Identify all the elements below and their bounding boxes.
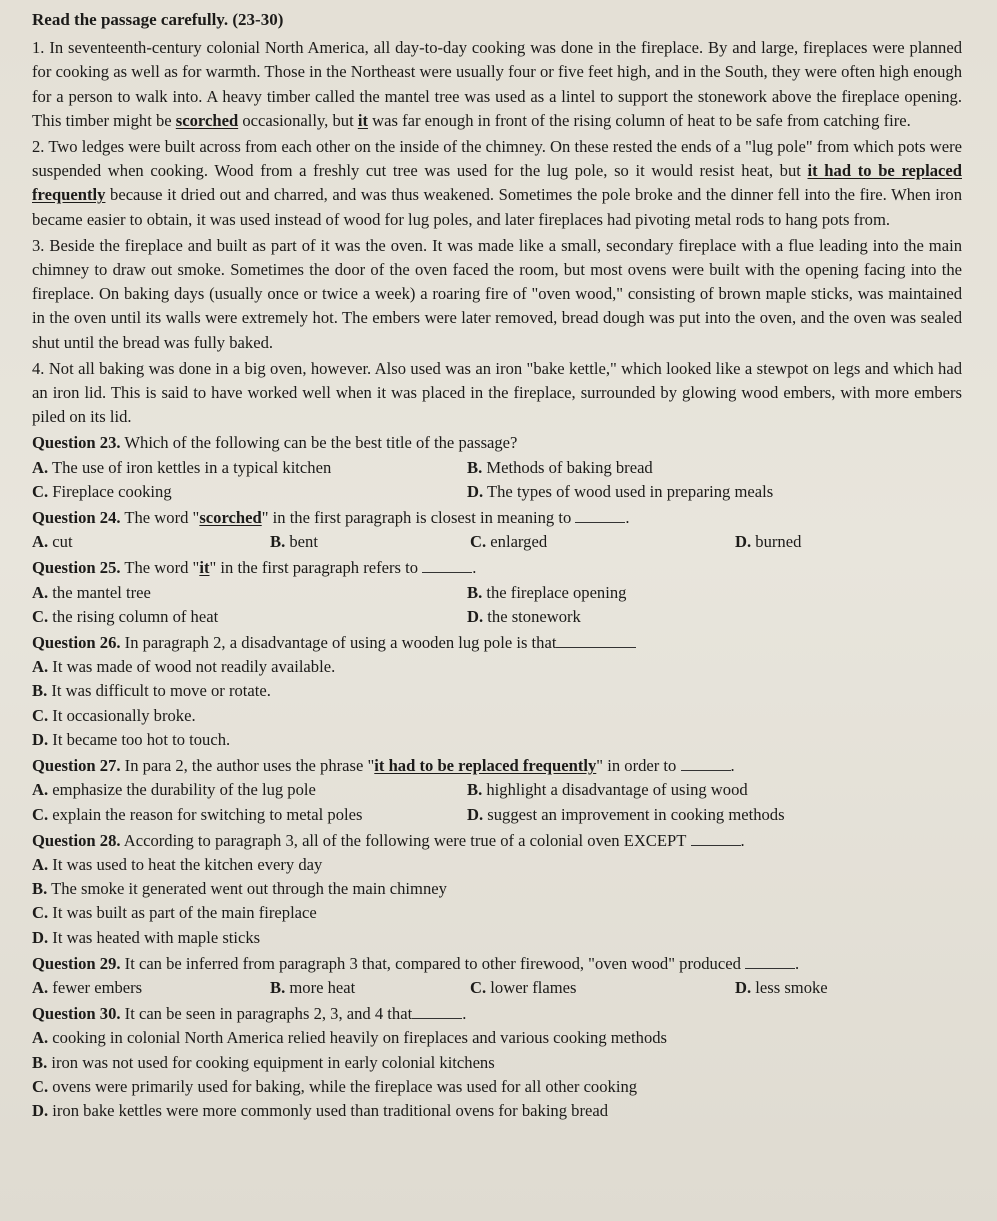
option-label: C.: [32, 1076, 49, 1096]
paragraph-4: 4. Not all baking was done in a big oven, however. Also used was an iron "bake kettle," which looked like a stewpot on legs and which had an iron lid. This is said to have worked well when it was placed in the fireplace, surrounded by glowing wood embers, with more embers piled on its lid.: [32, 358, 962, 427]
question-stem-a: In para 2, the author uses the phrase ": [120, 756, 375, 776]
option-b[interactable]: [32, 1051, 962, 1075]
option-label: D.: [32, 729, 49, 749]
option-text: Fireplace cooking: [52, 481, 172, 501]
option-d[interactable]: [32, 728, 962, 752]
option-d[interactable]: [32, 926, 962, 950]
option-text: It became too hot to touch.: [52, 729, 231, 749]
period: .: [740, 830, 745, 850]
question-number: Question 24.: [32, 508, 121, 528]
period: .: [795, 953, 800, 973]
question-25-options-row-2: [32, 605, 962, 629]
option-label: C.: [32, 705, 49, 725]
option-text: It was made of wood not readily available.: [52, 657, 336, 677]
option-text: the fireplace opening: [486, 582, 627, 602]
option-d[interactable]: [735, 530, 801, 554]
question-23-options-row-2: [32, 480, 962, 504]
option-label: B.: [467, 780, 483, 800]
paragraph-2-text-b: because it dried out and charred, and was thus weakened. Sometimes the pole broke and the dinner fell into the fire. When iron became easier to obtain, it was used instead of wood for lug poles, and later fireplaces had pivoting metal rods to hang pots from.: [32, 185, 962, 229]
option-label: A.: [32, 457, 49, 477]
option-text: The types of wood used in preparing meals: [487, 481, 774, 501]
period: .: [472, 558, 477, 578]
option-text: the mantel tree: [52, 582, 151, 602]
option-text: It was difficult to move or rotate.: [51, 681, 271, 701]
option-text: more heat: [289, 977, 356, 997]
question-stem-b: " in the first paragraph is closest in meaning to: [261, 508, 572, 528]
option-text: the rising column of heat: [52, 606, 219, 626]
paragraph-2-text-a: 2. Two ledges were built across from each other on the inside of the chimney. On these rested the ends of a "lug pole" from which pots were suspended when cooking. Wood from a freshly cut tree was used for the lug pole, so it would resist heat, but: [32, 137, 962, 181]
option-label: B.: [467, 457, 483, 477]
option-c[interactable]: [470, 530, 735, 554]
option-label: C.: [32, 804, 49, 824]
word-it: it: [357, 110, 368, 130]
question-stem: According to paragraph 3, all of the following were true of a colonial oven EXCEPT: [120, 830, 687, 850]
question-23: [32, 431, 962, 455]
option-d[interactable]: [32, 1099, 962, 1123]
option-label: C.: [470, 532, 487, 552]
paragraph-1-text-c: was far enough in front of the rising column of heat to be safe from catching fire.: [367, 110, 911, 130]
option-label: B.: [270, 532, 286, 552]
option-text: ovens were primarily used for baking, while the fireplace was used for all other cooking: [52, 1076, 638, 1096]
question-27-options-row-1: [32, 778, 962, 802]
question-stem: Which of the following can be the best title of the passage?: [120, 433, 518, 453]
answer-blank: [556, 633, 636, 648]
question-23-options-row-1: [32, 456, 962, 480]
option-label: B.: [32, 1052, 48, 1072]
paragraph-1-text-a: 1. In seventeenth-century colonial North America, all day-to-day cooking was done in the fireplace. By and large, fireplaces were planned for cooking as well as for warmth. Those in the Northeast were usually four or five feet high, and in the South, they were often high enough for a person to walk into. A heavy timber called the mantel tree was used as a lintel to support the stonework above the fireplace opening. This timber might be: [32, 38, 962, 130]
option-label: C.: [32, 481, 49, 501]
option-label: A.: [32, 657, 49, 677]
question-stem-a: The word ": [120, 508, 200, 528]
option-label: A.: [32, 532, 49, 552]
option-text: It occasionally broke.: [52, 705, 196, 725]
option-label: D.: [32, 1100, 49, 1120]
option-text: iron was not used for cooking equipment in early colonial kitchens: [51, 1052, 495, 1072]
option-a[interactable]: [32, 976, 270, 1000]
option-text: less smoke: [755, 977, 828, 997]
question-29: [32, 952, 962, 976]
paragraph-1-text-b: occasionally, but: [238, 110, 358, 130]
option-text: fewer embers: [52, 977, 143, 997]
question-28: [32, 829, 962, 853]
option-c[interactable]: [32, 480, 467, 504]
option-label: C.: [32, 606, 49, 626]
option-label: A.: [32, 854, 49, 874]
question-stem: In paragraph 2, a disadvantage of using a wooden lug pole is that: [120, 633, 557, 653]
option-label: D.: [467, 481, 484, 501]
option-c[interactable]: [32, 1075, 962, 1099]
option-text: iron bake kettles were more commonly used than traditional ovens for baking bread: [52, 1100, 609, 1120]
answer-blank: [745, 954, 795, 969]
question-27: [32, 754, 962, 778]
period: .: [730, 756, 735, 776]
answer-blank: [575, 508, 625, 523]
question-number: Question 29.: [32, 953, 121, 973]
question-stem-b: " in the first paragraph refers to: [209, 558, 419, 578]
option-c[interactable]: [32, 803, 467, 827]
question-25-options-row-1: [32, 581, 962, 605]
option-a[interactable]: [32, 1026, 962, 1050]
answer-blank: [691, 831, 741, 846]
question-number: Question 26.: [32, 633, 121, 653]
question-word-it: it: [199, 558, 210, 578]
option-text: enlarged: [490, 532, 548, 552]
question-25: [32, 556, 962, 580]
option-a[interactable]: [32, 530, 270, 554]
passage-content: [32, 8, 962, 1123]
paragraph-2: [32, 135, 962, 232]
option-label: A.: [32, 1028, 49, 1048]
option-a[interactable]: [32, 655, 962, 679]
option-text: emphasize the durability of the lug pole: [52, 780, 316, 800]
option-a[interactable]: [32, 581, 467, 605]
option-d[interactable]: [467, 803, 785, 827]
question-number: Question 30.: [32, 1004, 121, 1024]
phrase-replaced-frequently: it had to be replaced frequently: [32, 161, 962, 205]
option-label: A.: [32, 780, 49, 800]
option-label: B.: [467, 582, 483, 602]
question-word-scorched: scorched: [199, 508, 262, 528]
word-scorched: scorched: [175, 110, 239, 130]
option-label: A.: [32, 582, 49, 602]
option-text: burned: [755, 532, 802, 552]
question-26: [32, 631, 962, 655]
question-number: Question 27.: [32, 756, 121, 776]
option-label: B.: [32, 879, 48, 899]
option-c[interactable]: [32, 704, 962, 728]
question-27-options-row-2: [32, 803, 962, 827]
option-text: suggest an improvement in cooking methods: [487, 804, 785, 824]
option-text: cooking in colonial North America relied heavily on fireplaces and various cooking methods: [52, 1028, 668, 1048]
option-label: D.: [467, 804, 484, 824]
question-stem-b: " in order to: [596, 756, 677, 776]
option-text: It was built as part of the main fireplace: [52, 903, 317, 923]
answer-blank: [412, 1004, 462, 1019]
answer-blank: [422, 558, 472, 573]
option-a[interactable]: [32, 778, 467, 802]
option-text: cut: [52, 532, 73, 552]
question-stem: It can be seen in paragraphs 2, 3, and 4 that: [120, 1004, 413, 1024]
period: .: [462, 1004, 467, 1024]
option-b[interactable]: [467, 581, 626, 605]
option-label: B.: [32, 681, 48, 701]
paragraph-1: [32, 36, 962, 133]
option-text: The use of iron kettles in a typical kitchen: [52, 457, 332, 477]
option-label: D.: [32, 927, 49, 947]
option-text: The smoke it generated went out through the main chimney: [51, 879, 447, 899]
option-b[interactable]: [270, 976, 470, 1000]
question-stem: It can be inferred from paragraph 3 that, compared to other firewood, "oven wood" produced: [120, 953, 741, 973]
option-c[interactable]: [32, 901, 962, 925]
question-29-options: [32, 976, 962, 1000]
option-a[interactable]: [32, 853, 962, 877]
option-label: B.: [270, 977, 286, 997]
question-24: [32, 506, 962, 530]
option-b[interactable]: [32, 877, 962, 901]
question-phrase: it had to be replaced frequently: [374, 756, 597, 776]
option-label: C.: [470, 977, 487, 997]
question-24-options: [32, 530, 962, 554]
paragraph-3: 3. Beside the fireplace and built as part of it was the oven. It was made like a small, secondary fireplace with a flue leading into the main chimney to draw out smoke. Sometimes the door of the oven faced the room, but most ovens were built with the opening facing into the fireplace. On baking days (usually once or twice a week) a roaring fire of "oven wood," consisting of brown maple sticks, was maintained in the oven until its walls were extremely hot. The embers were later removed, bread dough was put into the oven, and the oven was sealed shut until the bread was fully baked.: [32, 235, 962, 352]
option-text: It was heated with maple sticks: [52, 927, 261, 947]
option-b[interactable]: [32, 679, 962, 703]
option-label: D.: [467, 606, 484, 626]
option-b[interactable]: [467, 778, 748, 802]
question-stem-a: The word ": [120, 558, 200, 578]
option-c[interactable]: [470, 976, 735, 1000]
option-label: C.: [32, 903, 49, 923]
option-text: the stonework: [487, 606, 581, 626]
period: .: [625, 508, 630, 528]
answer-blank: [681, 756, 731, 771]
instructions-heading: Read the passage carefully. (23-30): [32, 10, 284, 29]
option-d[interactable]: [467, 480, 773, 504]
question-number: Question 28.: [32, 830, 121, 850]
option-text: Methods of baking bread: [486, 457, 653, 477]
option-text: lower flames: [490, 977, 577, 997]
option-a[interactable]: [32, 456, 467, 480]
option-label: D.: [735, 532, 752, 552]
option-text: bent: [289, 532, 318, 552]
option-text: It was used to heat the kitchen every day: [52, 854, 323, 874]
option-b[interactable]: [467, 456, 653, 480]
option-label: A.: [32, 977, 49, 997]
question-number: Question 25.: [32, 558, 121, 578]
option-d[interactable]: [467, 605, 581, 629]
question-30: [32, 1002, 962, 1026]
option-text: highlight a disadvantage of using wood: [486, 780, 748, 800]
option-d[interactable]: [735, 976, 828, 1000]
option-c[interactable]: [32, 605, 467, 629]
option-label: D.: [735, 977, 752, 997]
question-number: Question 23.: [32, 433, 121, 453]
option-b[interactable]: [270, 530, 470, 554]
option-text: explain the reason for switching to metal poles: [52, 804, 363, 824]
